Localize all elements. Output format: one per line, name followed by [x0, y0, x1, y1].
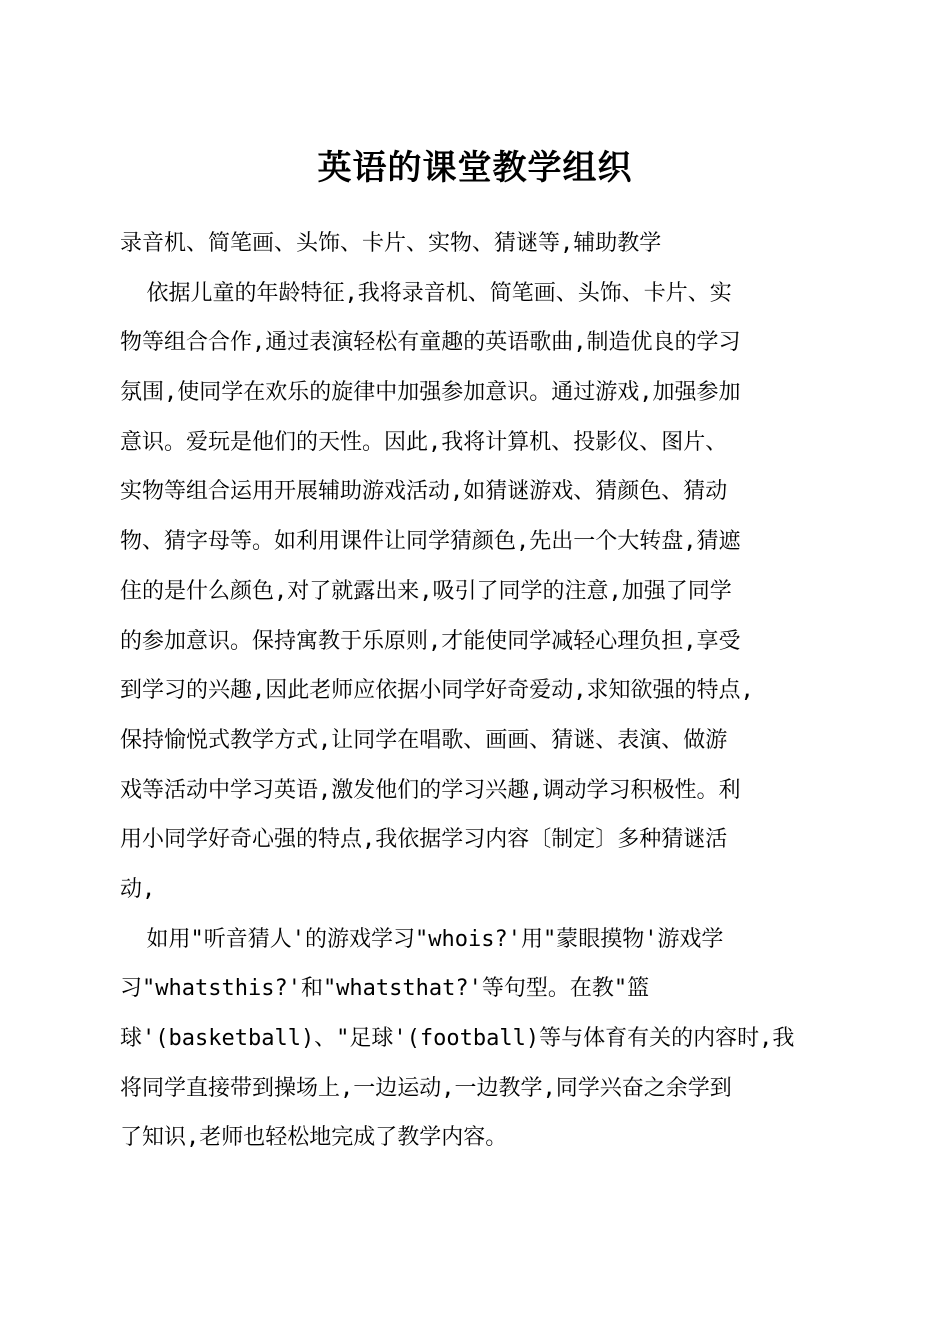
text-line: 物等组合合作,通过表演轻松有童趣的英语歌曲,制造优良的学习	[120, 330, 741, 356]
document-title: 英语的课堂教学组织	[317, 148, 633, 188]
text-line: 戏等活动中学习英语,激发他们的学习兴趣,调动学习积极性。利	[120, 777, 741, 803]
text-line: 住的是什么颜色,对了就露出来,吸引了同学的注意,加强了同学	[120, 578, 732, 604]
text-line: 到学习的兴趣,因此老师应依据小同学好奇爱动,求知欲强的特点,	[120, 678, 754, 704]
document-body	[120, 219, 845, 1163]
text-line: 氛围,使同学在欢乐的旋律中加强参加意识。通过游戏,加强参加	[120, 380, 741, 406]
text-line: 了知识,老师也轻松地完成了教学内容。	[120, 1125, 508, 1151]
text-line: 保持愉悦式教学方式,让同学在唱歌、画画、猜谜、表演、做游	[120, 727, 728, 753]
text-line: 球'(basketball)、"足球'(football)等与体育有关的内容时,我	[120, 1026, 795, 1051]
text-line: 用小同学好奇心强的特点,我依据学习内容〔制定〕多种猜谜活	[120, 827, 728, 853]
text-line: 物、猜字母等。如利用课件让同学猜颜色,先出一个大转盘,猜遮	[120, 529, 741, 555]
text-line: 如用"听音猜人'的游戏学习"whois?'用"蒙眼摸物'游戏学	[120, 926, 724, 952]
text-line: 实物等组合运用开展辅助游戏活动,如猜谜游戏、猜颜色、猜动	[120, 479, 728, 505]
text-line: 依据儿童的年龄特征,我将录音机、简笔画、头饰、卡片、实	[120, 280, 732, 306]
text-line: 的参加意识。保持寓教于乐原则,才能使同学减轻心理负担,享受	[120, 628, 741, 654]
text-line: 习"whatsthis?'和"whatsthat?'等句型。在教"篮	[120, 976, 650, 1002]
text-line: 将同学直接带到操场上,一边运动,一边教学,同学兴奋之余学到	[120, 1075, 732, 1101]
text-line: 动,	[120, 876, 156, 902]
text-line: 录音机、简笔画、头饰、卡片、实物、猜谜等,辅助教学	[120, 231, 662, 256]
text-line: 意识。爱玩是他们的天性。因此,我将计算机、投影仪、图片、	[120, 429, 728, 455]
